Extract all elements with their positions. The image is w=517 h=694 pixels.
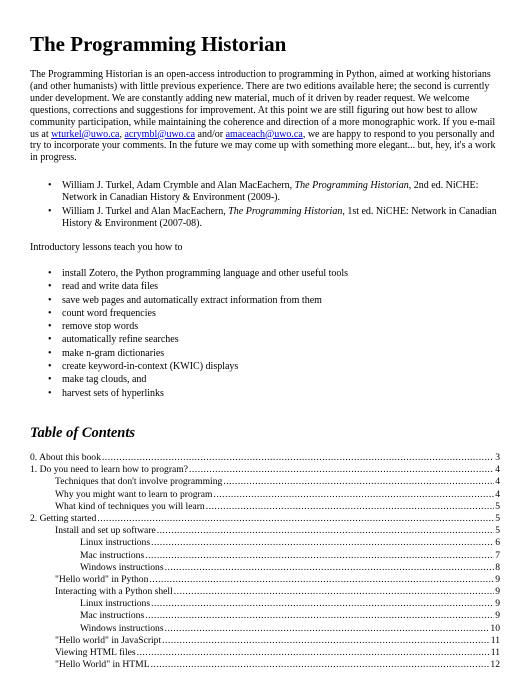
citation-item: • William J. Turkel, Adam Crymble and Alan MacEachern, The Programming Historian, 2nd ed. NiCHE: Network in Canadian History & Environment (2009-).: [30, 180, 500, 205]
toc-dot-leader: [213, 489, 494, 501]
toc-page-number: 9: [495, 610, 500, 622]
toc-entry-title: 2. Getting started: [30, 512, 97, 524]
lesson-item: • count word frequencies: [30, 307, 500, 320]
table-of-contents: [30, 452, 500, 671]
toc-entry-title: Linux instructions: [80, 598, 151, 610]
toc-entry[interactable]: [30, 598, 500, 610]
toc-entry[interactable]: [30, 635, 500, 647]
toc-entry-title: What kind of techniques you will learn: [55, 500, 205, 512]
lesson-item: • harvest sets of hyperlinks: [30, 387, 500, 400]
toc-entry[interactable]: [30, 550, 500, 562]
toc-entry-title: Why you might want to learn to program: [55, 488, 213, 500]
toc-entry[interactable]: [30, 464, 500, 476]
toc-entry-title: Windows instructions: [80, 561, 164, 573]
toc-dot-leader: [157, 525, 494, 537]
email-link-wturkel[interactable]: wturkel@uwo.ca: [51, 128, 120, 140]
lesson-item: • read and write data files: [30, 280, 500, 293]
lesson-item: • automatically refine searches: [30, 333, 500, 346]
lesson-item: • remove stop words: [30, 320, 500, 333]
toc-entry[interactable]: [30, 659, 500, 671]
toc-entry[interactable]: [30, 452, 500, 464]
citation-book-title: The Programming Historian: [228, 206, 343, 218]
toc-entry-title: Windows instructions: [80, 622, 164, 634]
toc-page-number: 5: [495, 512, 500, 524]
lessons-intro: Introductory lessons teach you how to: [30, 242, 183, 253]
page-title: The Programming Historian: [30, 32, 287, 56]
toc-page-number: 5: [495, 525, 500, 537]
toc-entry-title: 1. Do you need to learn how to program?: [30, 464, 188, 476]
toc-entry[interactable]: [30, 610, 500, 622]
lesson-item: • install Zotero, the Python programming language and other useful tools: [30, 267, 500, 280]
toc-entry[interactable]: [30, 623, 500, 635]
email-link-acrymbl[interactable]: acrymbl@uwo.ca: [124, 128, 196, 140]
email-link-amaceach[interactable]: amaceach@uwo.ca: [225, 128, 303, 140]
lesson-item: • create keyword-in-context (KWIC) displays: [30, 360, 500, 373]
toc-dot-leader: [165, 562, 495, 574]
toc-page-number: 3: [495, 452, 500, 463]
toc-entry[interactable]: [30, 574, 500, 586]
toc-dot-leader: [223, 476, 494, 488]
toc-entry[interactable]: [30, 513, 500, 525]
intro-text-start: The Programming Historian is an open-access introduction to programming in Python, aimed at working historians (and other humanists) with little previous experience. There are two editions available here; the second is currently under development. We are constantly adding new material, much of it driven by reader request. We welcome questions, corrections and suggestions for improvement. At this point we are still figuring out how best to allow community participation, while maintaining the coherence and direction of a more monographic work. If you e-mail us at: [30, 69, 496, 140]
toc-entry-title: Install and set up software: [55, 525, 156, 537]
toc-entry-title: Linux instructions: [80, 537, 151, 549]
toc-page-number: 5: [495, 500, 500, 512]
toc-dot-leader: [149, 574, 494, 586]
toc-entry[interactable]: [30, 586, 500, 598]
toc-dot-leader: [97, 513, 494, 525]
lesson-item: • make tag clouds, and: [30, 373, 500, 386]
toc-entry[interactable]: [30, 562, 500, 574]
citation-item: • William J. Turkel and Alan MacEachern, The Programming Historian, 1st ed. NiCHE: Network in Canadian History & Environment (2007-08).: [30, 206, 500, 231]
toc-dot-leader: [145, 610, 494, 622]
toc-entry[interactable]: [30, 501, 500, 513]
toc-page-number: 7: [495, 549, 500, 561]
toc-heading: Table of Contents: [30, 425, 136, 441]
toc-entry[interactable]: [30, 537, 500, 549]
toc-dot-leader: [151, 537, 494, 549]
intro-text-end: , we are happy to respond to you personally and try to incorporate your comments. In the future we may come up with something more elegant... but, hey, it's a work in progress.: [30, 128, 496, 164]
toc-entry-title: "Hello World" in HTML: [55, 659, 150, 671]
toc-page-number: 11: [490, 634, 500, 646]
toc-page-number: 9: [495, 598, 500, 610]
toc-dot-leader: [174, 586, 494, 598]
toc-entry[interactable]: [30, 647, 500, 659]
toc-page-number: 11: [490, 647, 500, 658]
toc-page-number: 10: [490, 622, 500, 634]
citations-list: [30, 180, 500, 232]
toc-dot-leader: [151, 659, 490, 671]
toc-page-number: 4: [495, 476, 500, 488]
lesson-item: • save web pages and automatically extract information from them: [30, 294, 500, 307]
toc-entry-title: Mac instructions: [80, 549, 145, 561]
toc-dot-leader: [102, 452, 494, 464]
toc-entry-title: 0. About this book: [30, 452, 101, 463]
toc-entry[interactable]: [30, 489, 500, 501]
toc-entry-title: "Hello world" in JavaScript: [55, 634, 162, 646]
intro-paragraph: [30, 69, 500, 164]
lessons-list: [30, 267, 500, 400]
toc-dot-leader: [206, 501, 494, 513]
toc-page-number: 4: [495, 464, 500, 476]
toc-dot-leader: [151, 598, 494, 610]
lesson-item: • make n-gram dictionaries: [30, 347, 500, 360]
toc-dot-leader: [145, 550, 494, 562]
toc-entry[interactable]: [30, 525, 500, 537]
toc-dot-leader: [165, 623, 490, 635]
intro-separator: and/or: [195, 128, 226, 140]
toc-page-number: 12: [490, 659, 500, 671]
toc-page-number: 4: [495, 488, 500, 500]
toc-dot-leader: [162, 635, 490, 647]
toc-page-number: 9: [495, 573, 500, 585]
toc-page-number: 6: [495, 537, 500, 549]
citation-book-title: The Programming Historian: [294, 180, 409, 191]
toc-page-number: 8: [495, 561, 500, 573]
toc-page-number: 9: [495, 586, 500, 598]
toc-entry[interactable]: [30, 476, 500, 488]
toc-entry-title: Interacting with a Python shell: [55, 586, 173, 598]
toc-dot-leader: [137, 647, 490, 659]
toc-entry-title: Techniques that don't involve programming: [55, 476, 223, 488]
toc-entry-title: "Hello world" in Python: [55, 573, 149, 585]
toc-entry-title: Mac instructions: [80, 610, 145, 622]
intro-separator: ,: [119, 128, 125, 140]
toc-entry-title: Viewing HTML files: [55, 647, 136, 658]
toc-dot-leader: [189, 464, 494, 476]
